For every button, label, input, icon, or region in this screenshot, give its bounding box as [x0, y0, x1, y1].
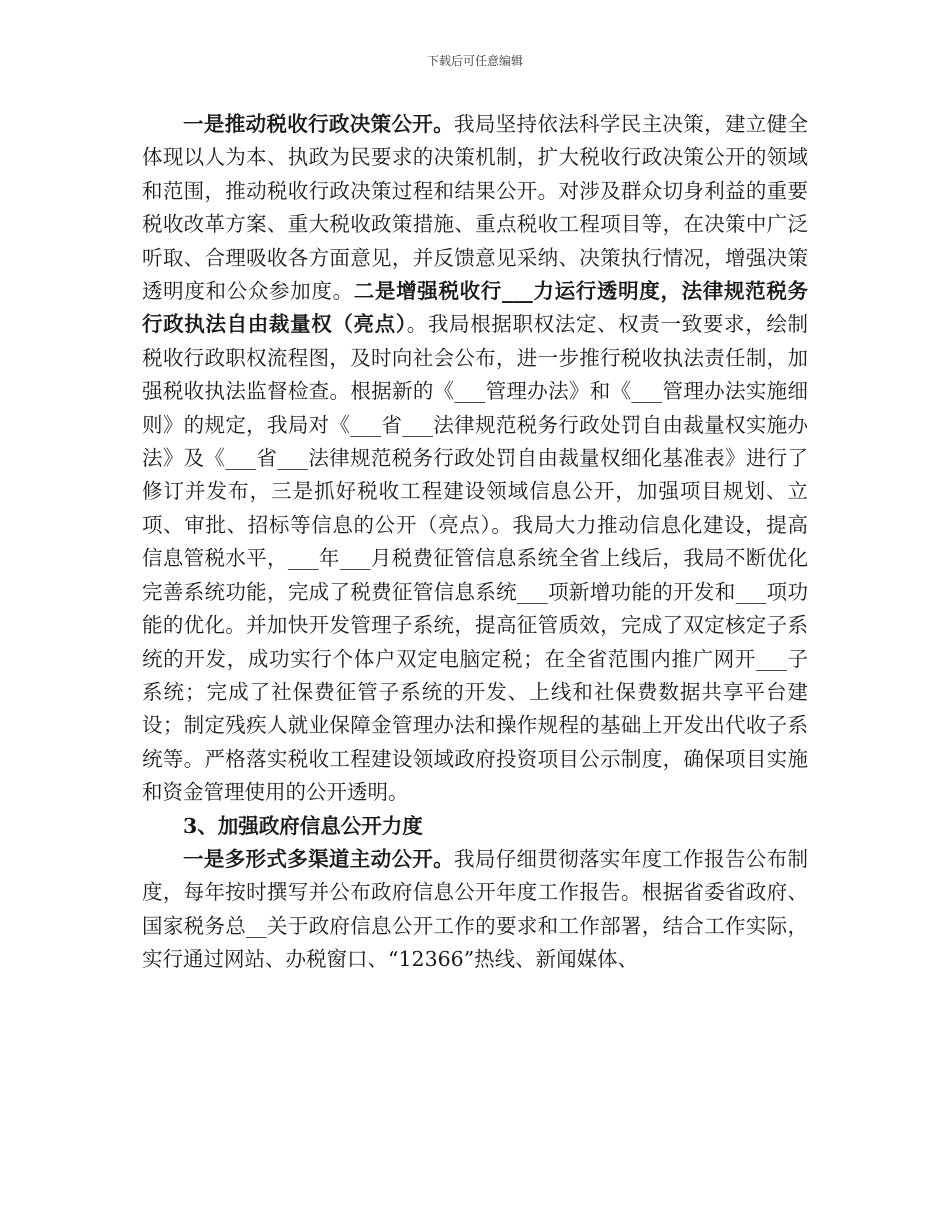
- section-heading: 3、加强政府信息公开力度: [183, 813, 423, 838]
- bold-lead: 一是推动税收行政决策公开。: [183, 112, 454, 136]
- paragraph-active-disclosure: [142, 843, 808, 977]
- paragraph-text: 我局仔细贯彻落实年度工作报告公布制度，每年按时撰写并公布政府信息公开年度工作报告。根据省委省政府、国家税务总__关于政府信息公开工作的要求和工作部署，结合工作实际，实行通过网站、办税窗口、“12366”热线、新闻媒体、: [142, 846, 809, 972]
- bold-lead: 一是多形式多渠道主动公开。: [183, 846, 454, 871]
- bold-lead: 二是增强税收行___力运行透明度，法律规范税务行政执法自由裁量权（亮点）: [142, 279, 808, 337]
- paragraph-decision-disclosure: [142, 108, 808, 810]
- paragraph-text: 我局坚持依法科学民主决策，建立健全体现以人为本、执政为民要求的决策机制，扩大税收行政决策公开的领域和范围，推动税收行政决策过程和结果公开。对涉及群众切身利益的重要税收改革方案、重大税收政策措施、重点税收工程项目等，在决策中广泛听取、合理吸收各方面意见，并反馈意见采纳、决策执行情况，增强决策透明度和公众参加度。: [142, 112, 809, 304]
- paragraph-text: 。我局根据职权法定、权责一致要求，绘制税收行政职权流程图，及时向社会公布，进一步推行税收执法责任制，加强税收执法监督检查。根据新的《___管理办法》和《___管理办法实施细则》的规定，我局对《___省___法律规范税务行政处罚自由裁量权实施办法》及《___省___法律规范税务行政处罚自由裁量权细化基准表》进行了修订并发布，三是抓好税收工程建设领域信息公开，加强项目规划、立项、审批、招标等信息的公开（亮点）。我局大力推动信息化建设，提高信息管税水平，___年___月税费征管信息系统全省上线后，我局不断优化完善系统功能，完成了税费征管信息系统___项新增功能的开发和___项功能的优化。并加快开发管理子系统，提高征管质效，完成了双定核定子系统的开发，成功实行个体户双定电脑定税；在全省范围内推广网开___子系统；完成了社保费征管子系统的开发、上线和社保费数据共享平台建设；制定残疾人就业保障金管理办法和操作规程的基础上开发出代收子系统等。严格落实税收工程建设领域政府投资项目公示制度，确保项目实施和资金管理使用的公开透明。: [142, 312, 809, 805]
- page-header: 下载后可任意编辑: [426, 54, 523, 68]
- document-body: [142, 108, 808, 977]
